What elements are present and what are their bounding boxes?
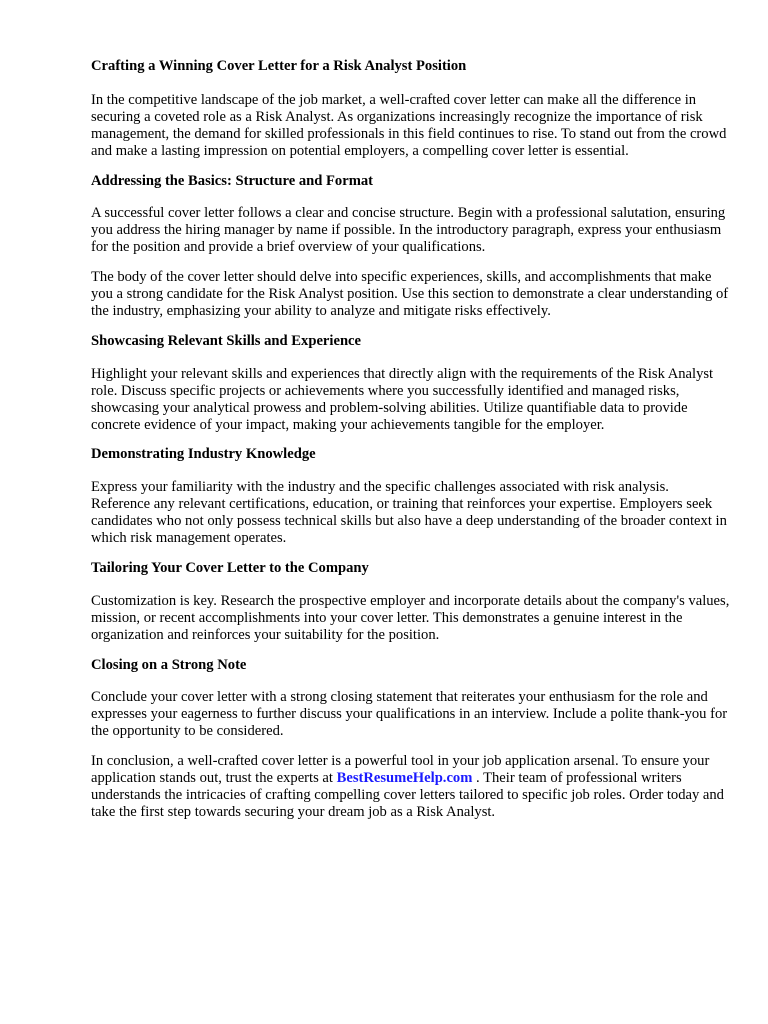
intro-paragraph: In the competitive landscape of the job market, a well-crafted cover letter can make all the difference in securing a coveted role as a Risk Analyst. As organizations increasingly recognize the importance of risk management, the demand for skilled professionals in this field continues to rise. To stand out from the crowd and make a lasting impression on potential employers, a compelling cover letter is essential. — [91, 91, 727, 159]
closing-paragraph: Conclude your cover letter with a strong closing statement that reiterates your enthusiasm for the role and expresses your eagerness to further discuss your qualifications in an interview. Include a polite thank-you for the opportunity to be considered. — [91, 689, 728, 740]
section-heading-skills-experience: Showcasing Relevant Skills and Experience — [91, 332, 362, 349]
document-title: Crafting a Winning Cover Letter for a Risk Analyst Position — [91, 58, 467, 74]
conclusion-paragraph — [91, 753, 731, 821]
section-heading-structure-format: Addressing the Basics: Structure and Format — [91, 172, 374, 189]
section-heading-closing: Closing on a Strong Note — [91, 656, 247, 673]
conclusion-text-after-link: . Their team of professional writers understands the intricacies of crafting compelling cover letters tailored to specific job roles. Order today and take the first step towards securing your dream job as a Risk Analyst. — [91, 770, 724, 820]
structure-paragraph-2: The body of the cover letter should delve into specific experiences, skills, and accomplishments that make you a strong candidate for the Risk Analyst position. Use this section to demonstrate a clear understanding of the industry, emphasizing your ability to analyze and mitigate risks effectively. — [91, 269, 729, 319]
structure-paragraph-1: A successful cover letter follows a clear and concise structure. Begin with a professional salutation, ensuring you address the hiring manager by name if possible. In the introductory paragraph, express your enthusiasm for the position and provide a brief overview of your qualifications. — [91, 205, 726, 256]
document-page — [91, 58, 731, 834]
section-heading-tailoring: Tailoring Your Cover Letter to the Company — [91, 559, 369, 576]
bestresumehelp-link[interactable]: BestResumeHelp.com — [336, 770, 473, 787]
section-heading-industry-knowledge: Demonstrating Industry Knowledge — [91, 446, 316, 463]
tailoring-paragraph: Customization is key. Research the prospective employer and incorporate details about the company's values, mission, or recent accomplishments into your cover letter. This demonstrates a genuine interest in the organization and reinforces your suitability for the position. — [91, 592, 730, 643]
conclusion-text-before-link: In conclusion, a well-crafted cover letter is a powerful tool in your job application arsenal. To ensure your application stands out, trust the experts at — [91, 753, 710, 787]
skills-paragraph: Highlight your relevant skills and experiences that directly align with the requirements of the Risk Analyst role. Discuss specific projects or achievements where you successfully identified and managed risks, showcasing your analytical prowess and problem-solving abilities. Utilize quantifiable data to provide concrete evidence of your impact, making your achievements tangible for the employer. — [91, 365, 714, 433]
industry-paragraph: Express your familiarity with the industry and the specific challenges associated with risk analysis. Reference any relevant certifications, education, or training that reinforces your expertise. Employers seek candidates who not only possess technical skills but also have a deep understanding of the broader context in which risk management operates. — [91, 479, 727, 547]
